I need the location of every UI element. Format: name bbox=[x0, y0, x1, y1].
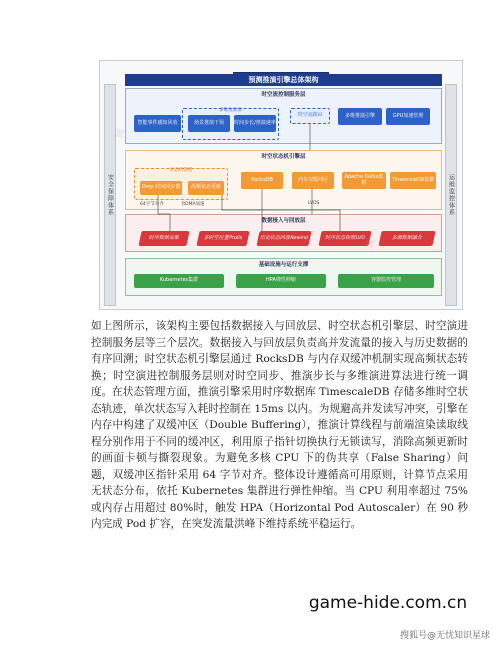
infra-item-2: HPA弹性伸缩 bbox=[236, 274, 326, 288]
side-left-label: 安全保障体系 bbox=[106, 174, 114, 216]
diagram-connectors bbox=[0, 0, 500, 320]
infra-item-3: 容器监控管理 bbox=[338, 274, 434, 288]
ingest-item-2: 多时空位置Prolis bbox=[196, 231, 249, 246]
state-item-1: Drop 时间同步器 bbox=[140, 181, 182, 195]
layer-service-title: 时空流控制服务层 bbox=[261, 92, 306, 98]
state-item-3: RocksDB bbox=[241, 172, 283, 189]
service-item-1: 智能事件感知回放 bbox=[134, 115, 181, 132]
state-item-4: 内存双缓冲区 bbox=[292, 172, 334, 189]
state-item-2: 高频状态更新 bbox=[188, 181, 224, 195]
state-item-5: Apache Kafka集群 bbox=[342, 172, 386, 189]
diagram-banner: 预测推演引擎总体架构 bbox=[125, 74, 442, 86]
service-item-4: 时空流路由 bbox=[290, 108, 330, 124]
credit-text: 搜狐号@无忧知识星球 bbox=[399, 631, 490, 641]
layer-infra-title: 基础设施与运行支撑 bbox=[258, 262, 309, 268]
site-banner: game-hide.com.cn bbox=[298, 590, 478, 616]
paragraph-2: 在状态管理方面，推演引擎采用时序数据库 TimescaleDB 存储多维时空状态轨迹，单次状态写入耗时控制在 15ms 以内。为规避高并发读写冲突，引擎在内存中构建了双缓冲区（Double Buffering），推演计算线程与前端渲染读取线程分别作用于不同的缓冲区，利用原子指针切换执行无锁读写，消除高频更新时的画面卡顿与撕裂现象。为避免多核 CPU 下的伪共享（False Sharing）问题，双缓冲区指针采用 64 字节对齐。整体设计遵循高可用原则，计算节点采用无状态分布，依托 Kubernetes 集群进行弹性伸缩。当 CPU 利用率超过 75%或内存占用超过 80%时，触发 HPA（Horizontal Pod Autoscaler）在 90 秒内完成 Pod 扩容，在突发流量洪峰下维持系统平稳运行。 bbox=[91, 386, 468, 530]
service-item-5: 多维推演引擎 bbox=[338, 108, 382, 125]
service-group: 多维度推演 bbox=[182, 108, 279, 140]
state-tag-2: RDMA加速 bbox=[182, 202, 205, 207]
state-item-6: TimescaleDB集群 bbox=[390, 172, 436, 189]
ingest-item-4: 时序状态快照LVD bbox=[318, 231, 371, 246]
state-tag-1: 64字节对齐 bbox=[140, 202, 164, 207]
ingest-item-1: 时序数据采集 bbox=[138, 231, 189, 246]
layer-ingest-title: 数据接入与回放层 bbox=[261, 218, 306, 224]
service-item-6: GPU加速管理 bbox=[386, 108, 430, 125]
connector-state-ingest-4 bbox=[158, 195, 170, 231]
infra-item-1: Kubernetes集群 bbox=[134, 274, 224, 288]
service-item-3: 时间步长/推演速率 bbox=[234, 115, 276, 132]
paragraph-1: 如上图所示，该架构主要包括数据接入与回放层、时空状态机引擎层、时空演进控制服务层等三个层次。数据接入与回放层负责高并发流量的接入与历史数据的有序回溯；时空状态机引擎层通过 RocksDB 与内存双缓冲机制实现高频状态转换；时空演进控制服务层则对时空同步、推演步长与多维演进算法进行统一调度。 bbox=[91, 320, 468, 398]
service-item-2: 场景推演干预 bbox=[188, 115, 230, 132]
ingest-item-5: 多源数据融合 bbox=[378, 231, 435, 246]
state-tag-3: LVDS bbox=[308, 201, 320, 206]
state-group: 状态机管理 bbox=[134, 168, 228, 200]
side-right-label: 运维监控体系 bbox=[447, 174, 455, 216]
connector-state-ingest-3 bbox=[222, 195, 340, 231]
ingest-item-3: 历史状态回放Rewind bbox=[256, 231, 311, 246]
layer-state-title: 时空状态机引擎层 bbox=[261, 154, 306, 160]
